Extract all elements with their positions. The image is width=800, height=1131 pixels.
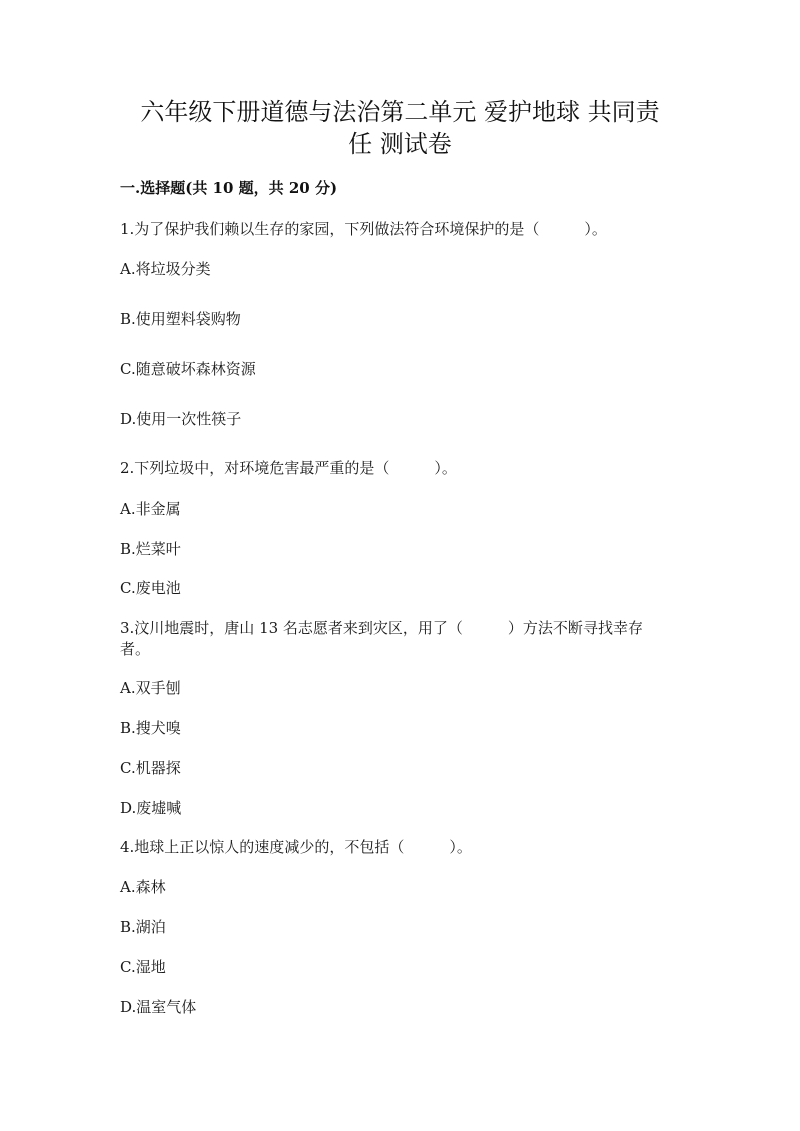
question-4-option-c: C.湿地 — [120, 958, 166, 976]
page-title-line-2: 任 测试卷 — [348, 130, 452, 158]
question-4-option-a: A.森林 — [120, 878, 166, 896]
question-3-option-c: C.机器探 — [120, 759, 181, 777]
question-3-option-b: B.搜犬嗅 — [120, 719, 181, 737]
question-1-option-a: A.将垃圾分类 — [120, 260, 211, 278]
question-2-option-c: C.废电池 — [120, 579, 181, 597]
question-3-stem-line-1: 3.汶川地震时，唐山 13 名志愿者来到灾区，用了（ ）方法不断寻找幸存 — [120, 619, 643, 637]
question-4-option-d: D.温室气体 — [120, 998, 197, 1016]
question-3-option-a: A.双手刨 — [120, 679, 181, 697]
question-1-option-b: B.使用塑料袋购物 — [120, 310, 241, 328]
question-1-stem: 1.为了保护我们赖以生存的家园，下列做法符合环境保护的是（ ）。 — [120, 220, 607, 238]
question-1-option-c: C.随意破坏森林资源 — [120, 360, 256, 378]
page-title-line-1: 六年级下册道德与法治第二单元 爱护地球 共同责 — [140, 98, 660, 126]
section-heading: 一.选择题(共 10 题，共 20 分) — [120, 179, 338, 197]
question-4-option-b: B.湖泊 — [120, 918, 166, 936]
question-2-stem: 2.下列垃圾中，对环境危害最严重的是（ ）。 — [120, 459, 457, 477]
question-3-stem-line-2: 者。 — [120, 640, 151, 658]
question-3-option-d: D.废墟喊 — [120, 799, 182, 817]
question-2-option-a: A.非金属 — [120, 500, 181, 518]
question-2-option-b: B.烂菜叶 — [120, 540, 181, 558]
question-4-stem: 4.地球上正以惊人的速度减少的，不包括（ ）。 — [120, 838, 472, 856]
question-1-option-d: D.使用一次性筷子 — [120, 410, 242, 428]
